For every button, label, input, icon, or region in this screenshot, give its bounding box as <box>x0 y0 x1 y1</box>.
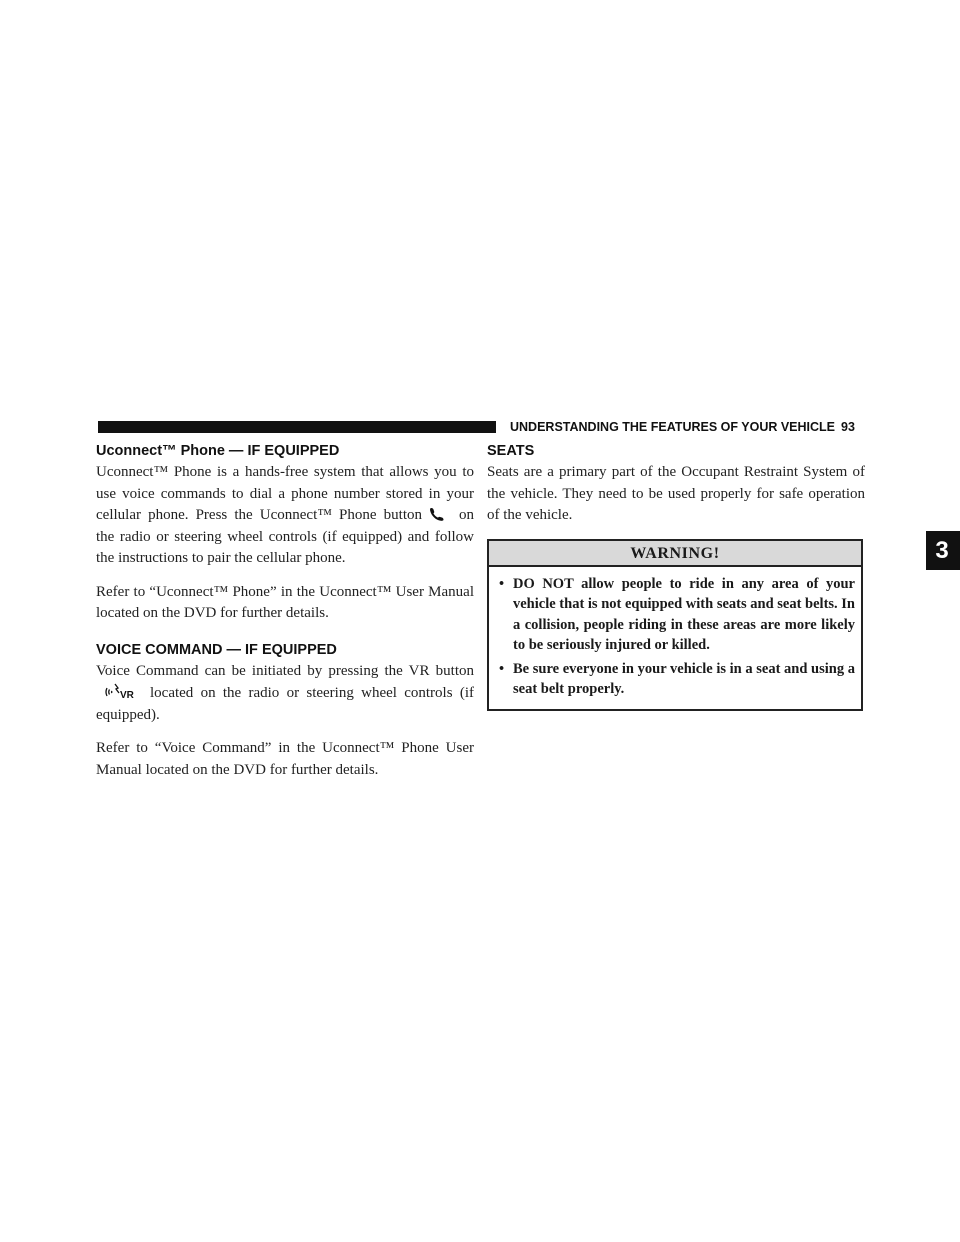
uconnect-heading: Uconnect™ Phone — IF EQUIPPED <box>96 443 340 459</box>
seats-heading: SEATS <box>487 443 535 459</box>
bullet: • <box>499 575 505 592</box>
voice-text-a: Voice Command can be initiated by pressing the VR button <box>96 662 474 679</box>
section-title: UNDERSTANDING THE FEATURES OF YOUR VEHICLE <box>510 420 836 434</box>
phone-icon <box>429 507 445 521</box>
seats-paragraph: Seats are a primary part of the Occupant Restraint System of the vehicle. They need to be used properly for safe operation of the vehicle. <box>487 464 865 523</box>
voice-text-b: located on the radio or steering wheel controls (if equipped). <box>96 685 474 723</box>
warning-box <box>487 539 863 711</box>
warning-title: WARNING! <box>489 541 861 567</box>
voice-paragraph-1 <box>96 661 474 727</box>
uconnect-text-b: on the radio or steering wheel controls (if equipped) and follow the instructions to pair the cellular phone. <box>96 507 474 566</box>
uconnect-paragraph-1 <box>96 462 474 570</box>
voice-paragraph-2: Refer to “Voice Command” in the Uconnect™ Phone User Manual located on the DVD for further details. <box>96 740 474 778</box>
warning-item <box>489 659 855 700</box>
voice-command-heading: VOICE COMMAND — IF EQUIPPED <box>96 641 337 658</box>
running-header <box>496 418 864 438</box>
uconnect-text-a: Uconnect™ Phone is a hands-free system that allows you to use voice commands to dial a phone number stored in your cellular phone. Press the Uconnect™ Phone button <box>96 464 474 523</box>
chapter-tab: 3 <box>926 531 960 570</box>
bullet: • <box>499 660 505 677</box>
voice-recognition-icon <box>104 682 140 700</box>
warning-item-text: DO NOT allow people to ride in any area of your vehicle that is not equipped with seats and seat belts. In a collision, people riding in these areas are more likely to be seriously injured or killed. <box>513 575 855 653</box>
right-column <box>487 442 865 711</box>
uconnect-paragraph-2: Refer to “Uconnect™ Phone” in the Uconnect™ User Manual located on the DVD for further details. <box>96 583 474 621</box>
header-rule <box>98 421 493 433</box>
warning-item <box>489 574 855 656</box>
page-number: 93 <box>841 420 855 434</box>
vr-icon-label: VR <box>120 690 134 700</box>
warning-item-text: Be sure everyone in your vehicle is in a seat and using a seat belt properly. <box>513 660 855 697</box>
left-column <box>96 442 474 781</box>
warning-list <box>489 567 861 709</box>
